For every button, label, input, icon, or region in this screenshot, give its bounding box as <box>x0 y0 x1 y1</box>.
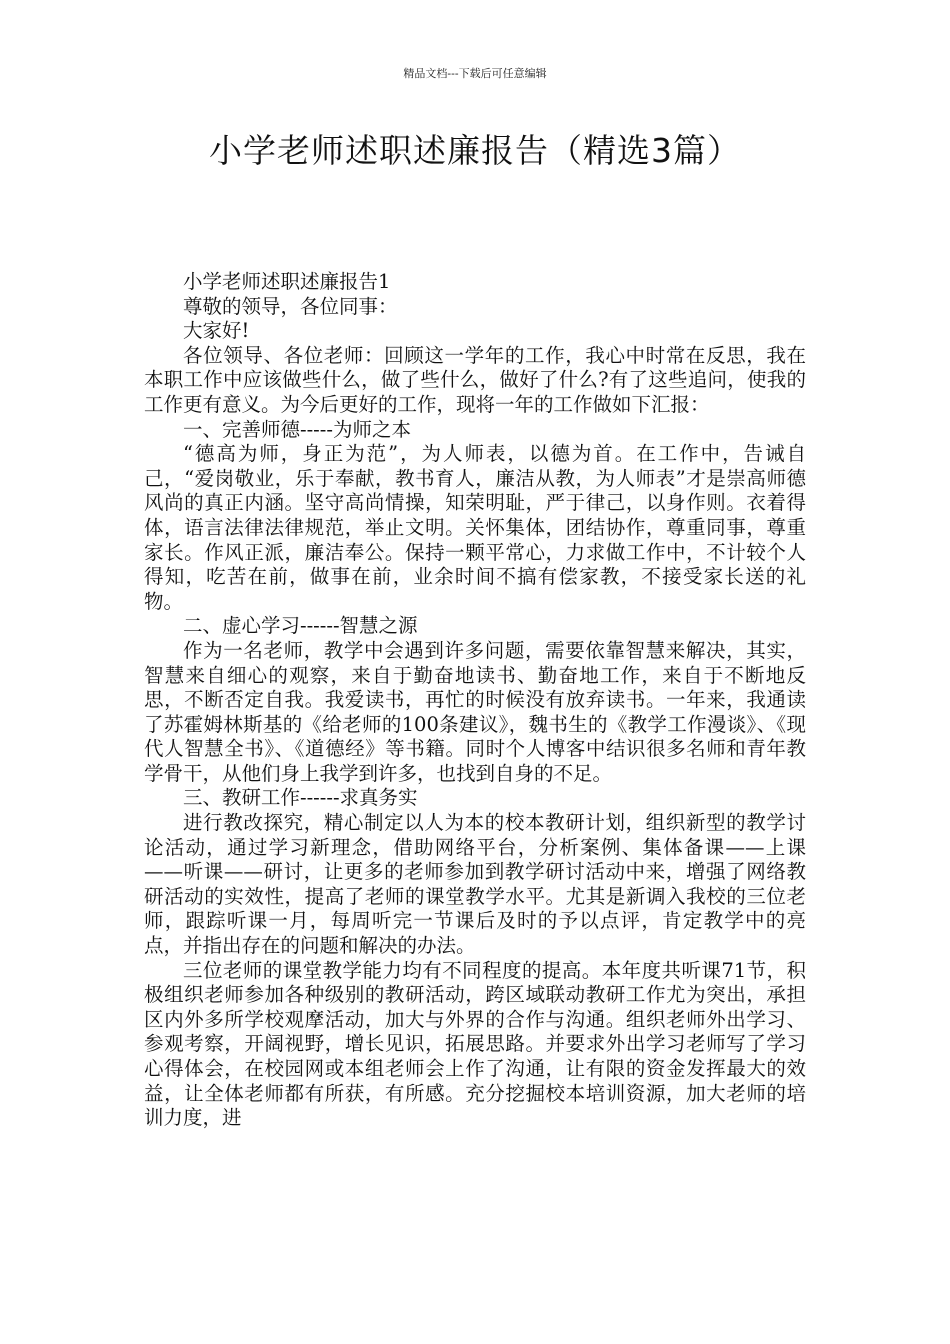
greeting: 大家好! <box>183 319 250 343</box>
section-heading: 二、虚心学习------智慧之源 <box>183 614 418 638</box>
paragraph: 进行教改探究，精心制定以人为本的校本教研计划，组织新型的教学讨论活动，通过学习新理念，借助网络平台，分析案例、集体备课——上课——听课——研讨，让更多的老师参加到教学研讨活动中来，增强了网络教研活动的实效性，提高了老师的课堂教学水平。尤其是新调入我校的三位老师，跟踪听课一月，每周听完一节课后及时的予以点评，肯定教学中的亮点，并指出存在的问题和解决的办法。 <box>144 811 806 958</box>
paragraph: 各位领导、各位老师：回顾这一学年的工作，我心中时常在反思，我在本职工作中应该做些什么，做了些什么，做好了什么?有了这些追问，使我的工作更有意义。为今后更好的工作，现将一年的工作做如下汇报： <box>144 343 806 416</box>
paragraph: 三位老师的课堂教学能力均有不同程度的提高。本年度共听课71节，积极组织老师参加各种级别的教研活动，跨区域联动教研工作尤为突出，承担区内外多所学校观摩活动，加大与外界的合作与沟通。组织老师外出学习、参观考察，开阔视野，增长见识，拓展思路。并要求外出学习老师写了学习心得体会，在校园网或本组老师会上作了沟通，让有限的资金发挥最大的效益，让全体老师都有所获，有所感。充分挖掘校本培训资源，加大老师的培训力度，进 <box>144 958 806 1130</box>
header-note: 精品文档---下载后可任意编辑 <box>403 67 547 80</box>
section-heading: 三、教研工作------求真务实 <box>183 786 418 810</box>
report-subtitle: 小学老师述职述廉报告1 <box>183 270 391 293</box>
salutation: 尊敬的领导，各位同事： <box>183 294 398 318</box>
paragraph: “德高为师，身正为范”，为人师表，以德为首。在工作中，告诫自己，“爱岗敬业，乐于奉献，教书育人，廉洁从教，为人师表”才是崇高师德风尚的真正内涵。坚守高尚情操，知荣明耻，严于律己，以身作则。衣着得体，语言法律法律规范，举止文明。关怀集体，团结协作，尊重同事，尊重家长。作风正派，廉洁奉公。保持一颗平常心，力求做工作中，不计较个人得知，吃苦在前，做事在前，业余时间不搞有偿家教，不接受家长送的礼物。 <box>144 442 806 613</box>
section-heading: 一、完善师德-----为师之本 <box>183 417 411 441</box>
paragraph: 作为一名老师，教学中会遇到许多问题，需要依靠智慧来解决，其实，智慧来自细心的观察，来自于勤奋地读书、勤奋地工作，来自于不断地反思，不断否定自我。我爱读书，再忙的时候没有放弃读书。一年来，我通读了苏霍姆林斯基的《给老师的100条建议》，魏书生的《教学工作漫谈》、《现代人智慧全书》、《道德经》等书籍。同时个人博客中结识很多名师和青年教学骨干，从他们身上我学到许多，也找到自身的不足。 <box>144 638 806 785</box>
document-body <box>144 270 806 1131</box>
document-title: 小学老师述职述廉报告（精选3篇） <box>209 131 741 170</box>
